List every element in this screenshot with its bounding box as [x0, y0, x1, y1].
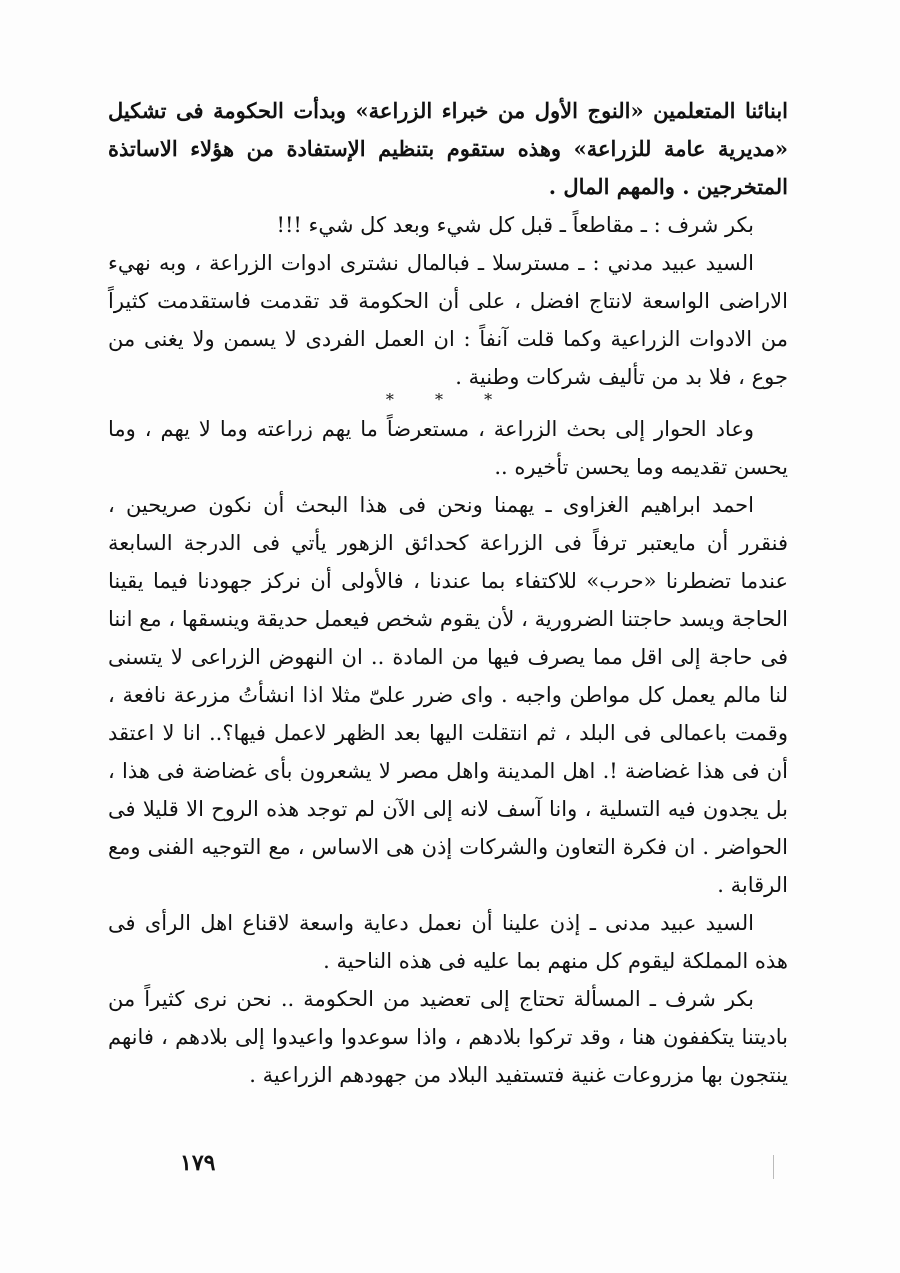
- paragraph-2: بكر شرف : ـ مقاطعاً ـ قبل كل شيء وبعد كل شيء !!!: [276, 213, 754, 237]
- page-number: ١٧٩: [180, 1150, 216, 1176]
- paragraph-4: وعاد الحوار إلى بحث الزراعة ، مستعرضاً ما يهم زراعته وما لا يهم ، وما يحسن تقديمه وما يحسن تأخيره ..: [108, 417, 788, 479]
- paragraph-6: السيد عبيد مدنى ـ إذن علينا أن نعمل دعاية واسعة لاقناع اهل الرأى فى هذه المملكة ليقوم كل منهم بما عليه فى هذه الناحية .: [108, 911, 788, 973]
- paragraph-3: السيد عبيد مدني : ـ مسترسلا ـ فبالمال نشترى ادوات الزراعة ، وبه نهيء الاراضى الواسعة لانتاج افضل ، على أن الحكومة قد تقدمت فاستقدمت كثيراً من الادوات الزراعية وكما قلت آنفاً : ان العمل الفردى لا يسمن ولا يغنى من جوع ، فلا بد من تأليف شركات وطنية .: [108, 251, 788, 389]
- paragraph-5: احمد ابراهيم الغزاوى ـ يهمنا ونحن فى هذا البحث أن نكون صريحين ، فنقرر أن مايعتبر ترفاً فى الزراعة كحدائق الزهور يأتي فى الدرجة السابعة عندما تضطرنا «حرب» للاكتفاء بما عندنا ، فالأولى أن نركز جهودنا فيما يقينا الحاجة ويسد حاجتنا الضرورية ، لأن يقوم شخص فيعمل حديقة وينسقها ، مع اننا فى حاجة إلى اقل مما يصرف فيها من المادة .. ان النهوض الزراعى لا يتسنى لنا مالم يعمل كل مواطن واجبه . واى ضرر علىّ مثلا اذا انشأتُ مزرعة نافعة ، وقمت باعمالى فى البلد ، ثم انتقلت اليها بعد الظهر لاعمل فيها؟.. انا لا اعتقد أن فى هذا غضاضة !. اهل المدينة واهل مصر لا يشعرون بأى غضاضة فى هذا ، بل يجدون فيه التسلية ، وانا آسف لانه إلى الآن لم توجد هذه الروح الا قليلا فى الحواضر . ان فكرة التعاون والشركات إذن هى الاساس ، مع التوجيه الفنى ومع الرقابة .: [108, 493, 789, 897]
- body-text: [108, 92, 788, 1094]
- margin-scan-mark: [773, 1155, 774, 1179]
- paragraph-1: ابنائنا المتعلمين «النوج الأول من خبراء الزراعة» وبدأت الحكومة فى تشكيل «مديرية عامة للزراعة» وهذه ستقوم بتنظيم الإستفادة من هؤلاء الاساتذة المتخرجين . والمهم المال .: [108, 98, 788, 199]
- section-divider-stars: * * *: [385, 390, 511, 409]
- paragraph-7: بكر شرف ـ المسألة تحتاج إلى تعضيد من الحكومة .. نحن نرى كثيراً من باديتنا يتكففون هنا ، وقد تركوا بلادهم ، واذا سوعدوا واعيدوا إلى بلادهم ، فانهم ينتجون بها مزروعات غنية فتستفيد البلاد من جهودهم الزراعية .: [108, 987, 788, 1087]
